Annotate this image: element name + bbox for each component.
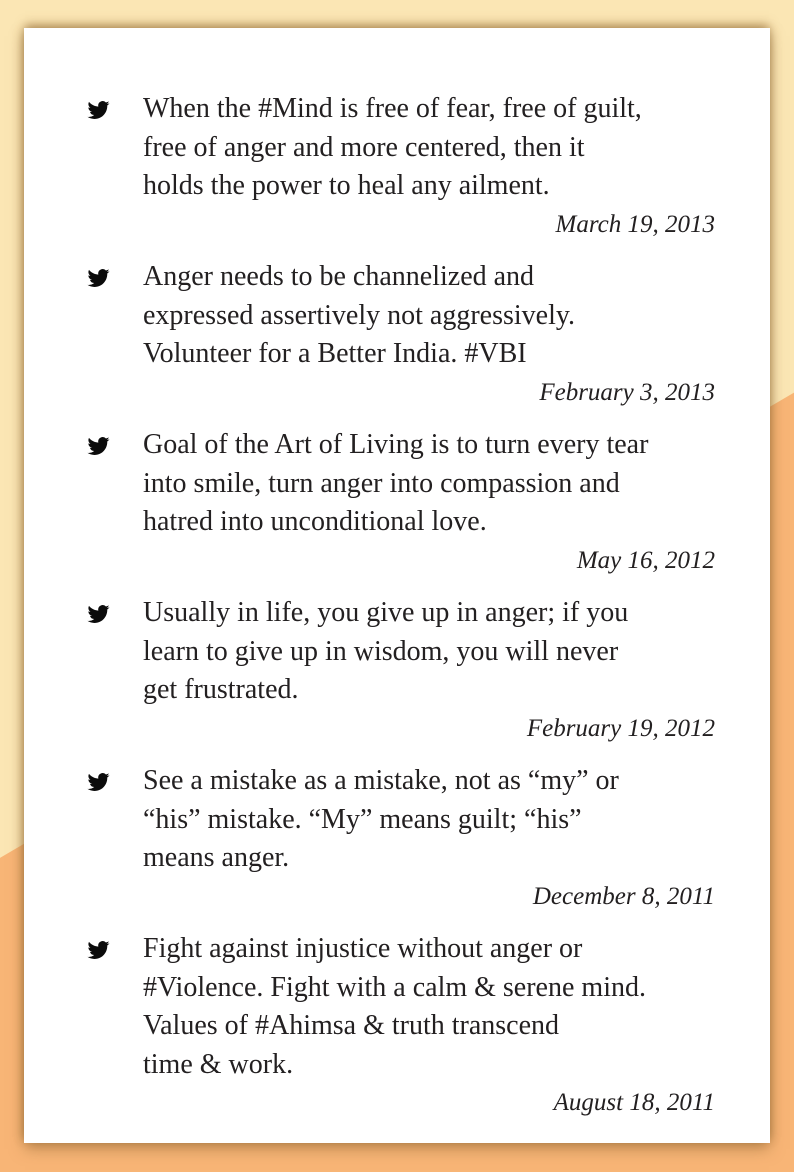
- twitter-bird-icon: [85, 267, 143, 289]
- twitter-bird-icon: [85, 99, 143, 121]
- tweet-text-line: free of anger and more centered, then it: [143, 131, 585, 163]
- tweet-text-line: expressed assertively not aggressively.: [143, 299, 576, 331]
- twitter-bird-icon: [85, 603, 143, 625]
- tweet-text: [143, 762, 721, 878]
- tweet-date: February 3, 2013: [539, 378, 715, 406]
- tweet-text: [143, 930, 721, 1084]
- tweet-date: August 18, 2011: [553, 1089, 715, 1116]
- tweet-date: March 19, 2013: [555, 210, 715, 238]
- tweet-text: [143, 594, 721, 710]
- twitter-bird-icon: [85, 939, 143, 961]
- twitter-bird-icon: [85, 435, 143, 457]
- tweet-quote: [85, 930, 770, 1123]
- tweet-text-line: Goal of the Art of Living is to turn every tear: [143, 429, 649, 460]
- tweet-quote: [85, 594, 770, 748]
- tweet-quote: [85, 258, 770, 412]
- tweet-date: May 16, 2012: [576, 546, 715, 574]
- tweet-text-line: time & work.: [143, 1048, 294, 1080]
- tweet-text-line: Volunteer for a Better India. #VBI: [143, 338, 527, 369]
- tweet-text-line: Usually in life, you give up in anger; if you: [143, 597, 629, 628]
- tweet-text-line: holds the power to heal any ailment.: [143, 170, 550, 201]
- tweet-text-line: learn to give up in wisdom, you will never: [143, 635, 619, 667]
- tweet-text-line: Values of #Ahimsa & truth transcend: [143, 1010, 560, 1041]
- tweet-quote: [85, 762, 770, 916]
- tweet-date: February 19, 2012: [526, 714, 715, 742]
- tweet-text-line: means anger.: [143, 842, 290, 873]
- tweet-date: December 8, 2011: [532, 882, 715, 910]
- tweet-quote: [85, 90, 770, 244]
- tweet-text-line: hatred into unconditional love.: [143, 506, 487, 537]
- tweet-text: [143, 90, 721, 206]
- tweet-quote: [85, 426, 770, 580]
- tweet-text-line: When the #Mind is free of fear, free of guilt,: [143, 93, 642, 124]
- tweet-text: [143, 258, 721, 374]
- tweet-text: [143, 426, 721, 542]
- tweet-text-line: into smile, turn anger into compassion and: [143, 467, 620, 499]
- tweet-text-line: get frustrated.: [143, 674, 299, 705]
- tweet-text-line: Fight against injustice without anger or: [143, 933, 583, 964]
- tweet-text-line: See a mistake as a mistake, not as “my” or: [143, 765, 619, 796]
- page-card: [24, 28, 770, 1143]
- tweet-text-line: “his” mistake. “My” means guilt; “his”: [143, 803, 582, 835]
- twitter-bird-icon: [85, 771, 143, 793]
- tweet-text-line: #Violence. Fight with a calm & serene mind.: [143, 971, 646, 1003]
- tweet-text-line: Anger needs to be channelized and: [143, 261, 535, 292]
